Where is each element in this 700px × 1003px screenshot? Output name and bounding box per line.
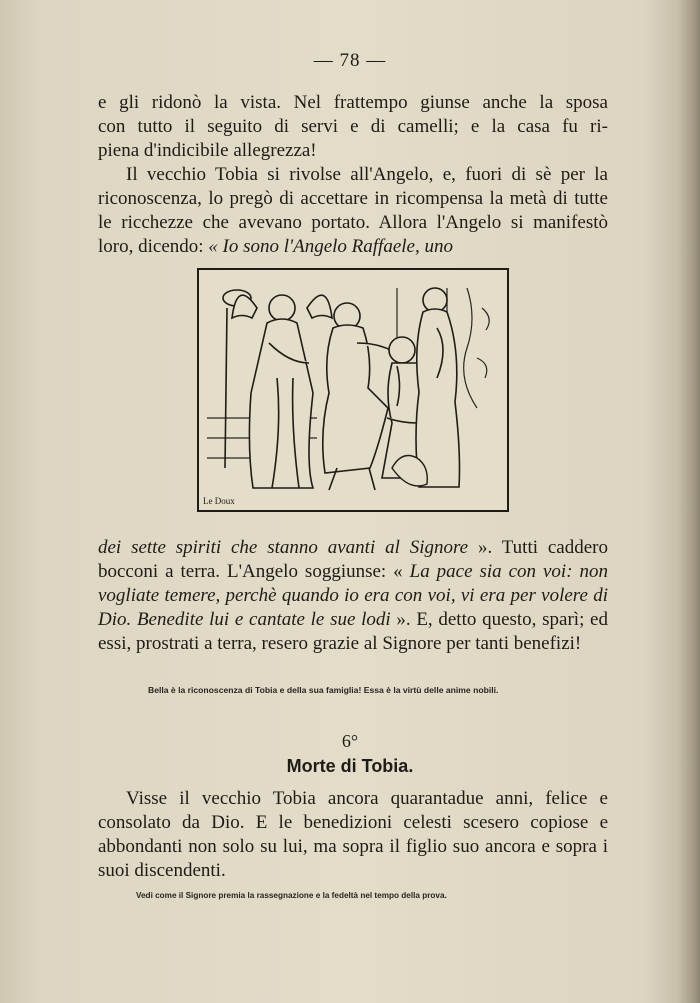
text-block-top <box>98 91 608 259</box>
illustration-tobias-healing <box>197 268 509 512</box>
paragraph-2-quote: « Io sono l'Angelo Raffaele, uno <box>208 236 453 257</box>
artist-signature: Le Doux <box>203 496 235 506</box>
paragraph-3-text-b: ». E, detto questo, sparì; ed essi, prostrati a terra, resero grazie al Signore per tanti benefizi! <box>98 609 608 654</box>
paragraph-3 <box>98 536 608 656</box>
engraving-illustration <box>197 268 509 512</box>
text-block-bottom <box>98 787 608 883</box>
paragraph-2 <box>98 163 608 259</box>
paragraph-1 <box>98 91 608 163</box>
page-fold-shadow <box>678 0 700 1003</box>
paragraph-1-line-3: piena d'indicibile allegrezza! <box>98 140 317 161</box>
paragraph-4: Visse il vecchio Tobia ancora quarantadue anni, felice e consolato da Dio. E le benedizioni celesti scesero copiose e abbondanti non solo su lui, ma sopra il figlio suo ancora e sopra i suoi discendenti. <box>98 788 608 881</box>
moral-note-1: Bella è la riconoscenza di Tobia e della sua famiglia! Essa è la virtù delle anime nobili. <box>148 685 499 695</box>
paragraph-3-quote: La pace sia con voi: non vogliate temere, perchè quando io era con voi, vi era per volere di Dio. Benedite lui e cantate le sue lodi <box>98 561 608 630</box>
section-number: 6° <box>341 731 359 751</box>
paragraph-3-text-a: ». Tutti caddero bocconi a terra. L'Angelo soggiunse: « <box>98 537 608 582</box>
moral-note-2: Vedi come il Signore premia la rassegnazione e la fedeltà nel tempo della prova. <box>136 891 447 900</box>
text-block-middle <box>98 536 608 656</box>
paragraph-3-quote-end: dei sette spiriti che stanno avanti al Signore <box>98 537 469 558</box>
paragraph-1-line-1: e gli ridonò la vista. Nel frattempo giunse anche la sposa <box>98 92 608 113</box>
section-title: Morte di Tobia. <box>286 756 414 776</box>
paragraph-1-line-2: con tutto il seguito di servi e di camelli; e la casa fu ri- <box>98 116 608 137</box>
paragraph-2-text: Il vecchio Tobia si rivolse all'Angelo, e, fuori di sè per la riconoscenza, lo pregò di accettare in ricompensa la metà di tutte le ricchezze che avevano portato. Allora l'Angelo si manifestò loro, dicendo: <box>98 164 608 257</box>
page-number: — 78 — <box>313 50 387 71</box>
